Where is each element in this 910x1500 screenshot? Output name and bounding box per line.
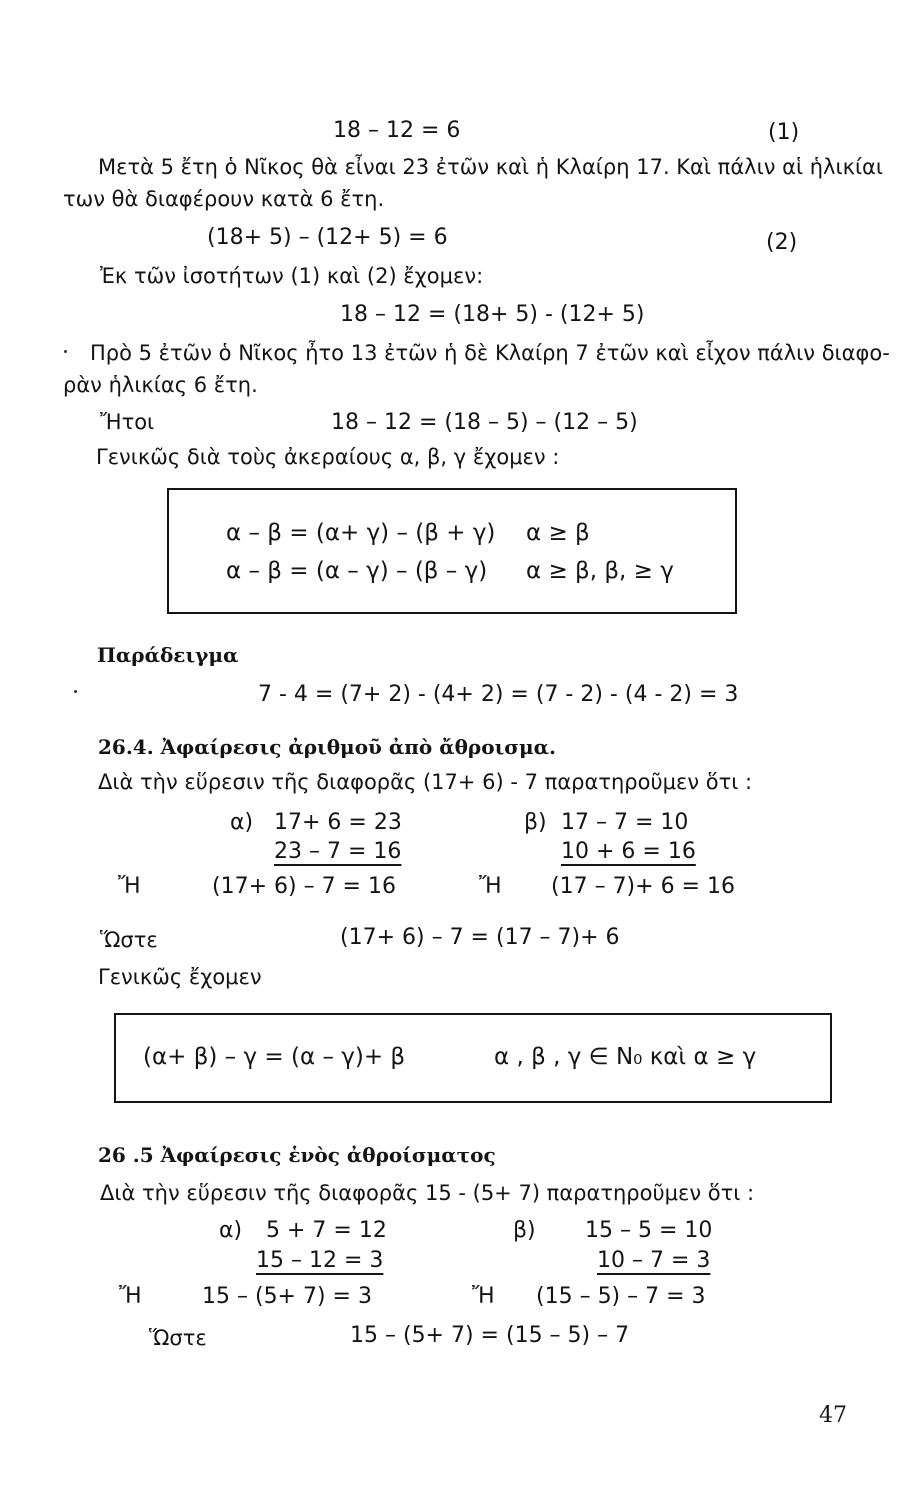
page-number: 47 [819, 1403, 847, 1428]
or-label-3: Ἤ [119, 1284, 142, 1309]
condition-1: α ≥ β [526, 520, 590, 546]
case-a-eq-1: 17+ 6 = 23 [274, 810, 402, 835]
therefore-label-2: Ὥστε [149, 1326, 207, 1350]
formula-condition: α , β , γ ∈ N₀ καὶ α ≥ γ [494, 1044, 757, 1070]
example-equation: 7 - 4 = (7+ 2) - (4+ 2) = (7 - 2) - (4 - 2) = 3 [258, 682, 739, 707]
case-b-eq-2: 10 + 6 = 16 [561, 839, 696, 864]
case-b2-label: β) [513, 1218, 536, 1243]
therefore-equation-2: 15 – (5+ 7) = (15 – 5) – 7 [350, 1323, 630, 1348]
case-b2-eq-1: 15 – 5 = 10 [585, 1218, 713, 1243]
case-b-eq-1: 17 – 7 = 10 [561, 810, 689, 835]
formula-add-subtract: (α+ β) – γ = (α – γ)+ β [143, 1044, 406, 1070]
general-formula-box-2 [114, 1013, 832, 1103]
equation-2-tag: (2) [766, 230, 798, 255]
case-b2-eq-2: 10 – 7 = 3 [597, 1248, 711, 1273]
speck [74, 690, 77, 693]
paragraph-3-line-1: Πρὸ 5 ἐτῶν ὁ Νῖκος ἦτο 13 ἐτῶν ἡ δὲ Κλαίρη 7 ἐτῶν καὶ εἶχον πάλιν διαφο- [90, 341, 890, 365]
section-26-5-heading: 26 .5 Ἀφαίρεσις ἑνὸς ἀθροίσματος [98, 1143, 496, 1167]
htoi-label: Ἤτοι [100, 410, 155, 434]
paragraph-1-line-1: Μετὰ 5 ἔτη ὁ Νῖκος θὰ εἶναι 23 ἐτῶν καὶ ἡ Κλαίρη 17. Καὶ πάλιν αἱ ἡλικίαι [98, 155, 884, 179]
or-equation-4: (15 – 5) – 7 = 3 [536, 1284, 706, 1309]
condition-2: α ≥ β, β, ≥ γ [526, 558, 674, 584]
paragraph-1-line-2: των θὰ διαφέρουν κατὰ 6 ἔτη. [63, 187, 385, 211]
or-equation-3: 15 – (5+ 7) = 3 [202, 1284, 372, 1309]
section-26-5-intro: Διὰ τὴν εὕρεσιν τῆς διαφορᾶς 15 - (5+ 7) παρατηροῦμεν ὅτι : [100, 1181, 755, 1205]
case-b-label: β) [524, 810, 547, 835]
equation-1-tag: (1) [768, 120, 800, 145]
paragraph-4: Γενικῶς διὰ τοὺς ἀκεραίους α, β, γ ἔχομεν : [96, 445, 560, 469]
speck [64, 350, 67, 353]
or-label-1: Ἤ [118, 874, 141, 899]
section-26-4-heading: 26.4. Ἀφαίρεσις ἀριθμοῦ ἀπὸ ἄθροισμα. [98, 735, 556, 759]
or-equation-1: (17+ 6) – 7 = 16 [212, 874, 396, 899]
equation-2: (18+ 5) – (12+ 5) = 6 [207, 225, 448, 250]
case-a-label: α) [230, 810, 254, 835]
equation-1: 18 – 12 = 6 [333, 118, 461, 143]
case-a2-eq-1: 5 + 7 = 12 [266, 1218, 387, 1243]
equation-4: 18 – 12 = (18 – 5) – (12 – 5) [331, 410, 638, 435]
formula-subtract-subtract: α – β = (α – γ) – (β – γ) [226, 558, 488, 584]
example-heading: Παράδειγμα [97, 643, 239, 667]
paragraph-3-line-2: ρὰν ἡλικίας 6 ἔτη. [63, 373, 258, 397]
therefore-label-1: Ὥστε [100, 928, 158, 952]
equation-3: 18 – 12 = (18+ 5) - (12+ 5) [340, 302, 645, 327]
or-equation-2: (17 – 7)+ 6 = 16 [551, 874, 735, 899]
paragraph-2: Ἐκ τῶν ἰσοτήτων (1) καὶ (2) ἔχομεν: [100, 264, 484, 288]
therefore-equation-1: (17+ 6) – 7 = (17 – 7)+ 6 [340, 925, 620, 950]
case-a2-eq-2: 15 – 12 = 3 [256, 1248, 384, 1273]
or-label-2: Ἤ [479, 874, 502, 899]
case-a-eq-2: 23 – 7 = 16 [274, 839, 402, 864]
general-formula-box-1 [167, 488, 737, 614]
formula-subtract-add: α – β = (α+ γ) – (β + γ) [226, 520, 496, 546]
or-label-4: Ἤ [472, 1284, 495, 1309]
case-a2-label: α) [219, 1218, 243, 1243]
generally-we-have: Γενικῶς ἔχομεν [98, 965, 262, 989]
section-26-4-intro: Διὰ τὴν εὕρεσιν τῆς διαφορᾶς (17+ 6) - 7 παρατηροῦμεν ὅτι : [98, 770, 753, 794]
